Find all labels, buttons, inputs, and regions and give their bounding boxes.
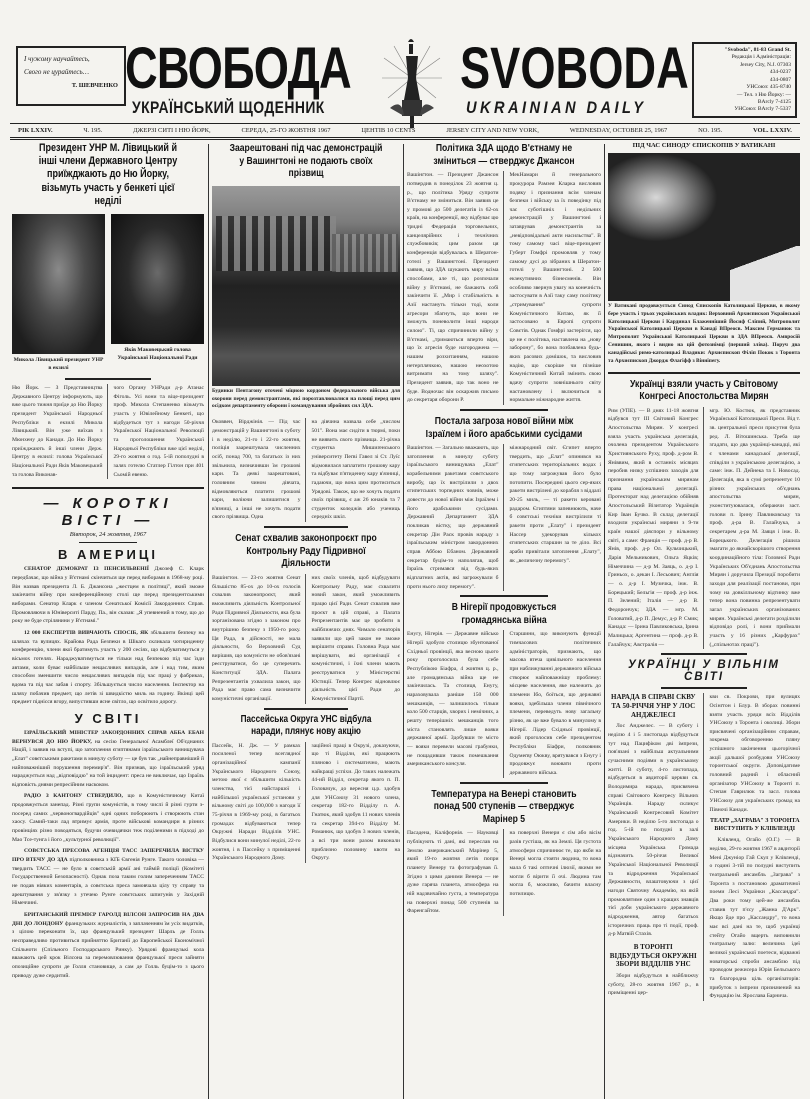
news-lead: РАДІО З КАНТОНУ СТВЕРДИЛО, xyxy=(24,793,123,800)
headline-text: Сенат схвалив законопроєкт про Контрольну Раду Підривної Діяльности xyxy=(235,532,377,570)
divider xyxy=(460,595,547,597)
body-left: Вашінґтон. — Загально вважають, що затоплення в минулу суботу ізраїльського винищувача „Елат" корабельними ракетами совєтського виробу, що їх вистрілили з двох єгипетських торпедних човнів, може довести до нової війни між Ізраїлем і його арабськими сусідами. Державний Департамент ЗДА покликав вістку, що державний секретар Дін Раск провів нараду з ізраїльським міністром закордонних справ Аббою Ебаном. Державний секретар буцім-то наполягав, щоб Ізраїль стримався від будь-яких відплатних актів, які загрожували б проти нього лиху перемогу". xyxy=(407,444,504,591)
date-en: WEDNESDAY, OCTOBER 25, 1967 xyxy=(569,127,668,134)
news-text: що в Комуністичному Китаї продовжується занепад. Різні групи комуністів, в тому числі й різні гурти з-посеред самих „червоногвардійців" одні одних поборюють і створюють стан хаосу. Самий-таки лад втримує армія, проте військові командири в різних провінціях різно поводяться, будучи очевидячки теж поділеними в підході до Мао Тсе-тунга і його „культурної революції". xyxy=(12,793,205,843)
headline-text: Постала загроза нової війни між Ізраїлем і його арабськими сусідами xyxy=(425,414,583,440)
news-item xyxy=(12,792,204,844)
headline-livytsky xyxy=(12,142,204,208)
city-uk: ДЖЕРЗІ СИТІ І НЮ ЙОРК, xyxy=(133,127,211,134)
body-right: заційної праці в Окрузі, доказуючи, що ті Відділи, які працюють пляново і систематично, мають найкращі успіхи. До таких належать 44-ий Відділ, секретар якого п. П. Головачук, до вересня ц.р. здобув для УНСоюзу 31 нового члена, секретар 182-го Відділу п. А. Гнатюк, який здобув 11 нових членів та секретар 394-го Відділу М. Романюк, що здобув 3 нових членів, а всі три вони разом виконали приблизно половину квоти на Округу. xyxy=(311,742,400,862)
headline-washington-arrests xyxy=(212,142,400,180)
news-item xyxy=(12,911,204,980)
year-uk: РІК LXXIV. xyxy=(18,127,53,134)
vol-en: VOL. LXXIV. xyxy=(752,127,792,134)
headline-zahrava-theatre: ТЕАТР „ЗАГРАВА" З ТОРОНТА ВИСТУПИТЬ У КЛІВЛЕНДІ xyxy=(709,818,800,832)
motto-line-2: Свого не цурайтесь… xyxy=(24,68,89,77)
article-israel-body xyxy=(407,444,601,591)
column-3 xyxy=(407,142,601,916)
headline-nigeria xyxy=(407,601,601,626)
headline-venus xyxy=(407,788,601,826)
subtitle-cyrillic: УКРАЇНСЬКИЙ ЩОДЕННИК xyxy=(132,98,325,117)
article-toronto-continued: кви св. Покрови, при вулицях Осінґтон і Блур. В зборах повинні взяти участь уряди всіх Відділів УНСоюзу з Торонта і околиці. Збори присвячені організаційним справам, зокрема обговоренню пляну успішного закінчення цьогорічної акції дальшої розбудови УНСоюзу торонтської округи. Доповідатиме головний радний і обласний організатор УНСоюзу в Торонті п. Степан Гаврилюк та засл. голова УНСоюзу для українських громад на Півночі Канади. xyxy=(709,694,800,813)
contact-ny-phone: BArcly 7-4125 xyxy=(757,98,791,105)
body-left: Ню Йорк. — З Представництва Державного Центру інформують, що вже цього тижня приїде до Ню Йорку президент Української Народньої Республіки в екзилі Микола Лівицький. Він уже виїхав з Мюнхену до Канади. До Ню Йорку приїжджають й інші члени Держ. Центру в екзилі: голова Української Національної Ради Яків Маковецький та голова Виконав- xyxy=(12,384,108,479)
headline-senate xyxy=(212,532,400,570)
body-right: на дівчина назвала себе „числом 501". Вона має сидіти в тюрмі, поки не виявить свого прізвища. 21-річна студентка Мишиґенського університету Пеґві Гавел зі Ст. Луїс відмовилася заплатити грошову кару та відбуває п'ятиденну кару в'язниці, гадаючи, що вона цим протиситься Урядові. Також, що не хочуть подати своїх прізвищ, є аж 26 юнаків та 7 студенток коледжів або учениць середніх шкіл. xyxy=(311,419,400,521)
body-right: Старшини, що виконують функції тимчасових політичних адміністраторів, признають, що масова втеча цивільного населення при наближуванні державного війська створює найповажнішу проблему: місцеве населення, яке належить до племени Ібо, боїться, що державні вояки, здебільша члени північного племени, переведуть нову загальну різню, як це вже бувало в минулому в Нігерії. Лідер Східньої провінції, який проголосив себе президентом Республіки Біафри, полковник Одумеґву Оюкву, врятувався з Енугу і продовжує воювати проти державного війська. xyxy=(509,631,601,776)
contact-ny-label: — Тел. з Ню Йорку: — xyxy=(736,91,791,98)
headline-los-angeles: НАРАДА В СПРАВІ СКВУ ТА 50-РІЧЧЯ УНР У ЛОС АНДЖЕЛЕСІ xyxy=(611,693,696,719)
contact-line3: Jersey City, N.J. 07303 xyxy=(740,61,791,68)
world-news-list xyxy=(12,729,204,980)
portrait-row xyxy=(12,214,204,374)
body-left: Вашінґтон. — Президент Джансон потвердив в понеділок 23 жовтня ц. р., що політика Уряду супроти В'єтнаму не зміниться. Він заявив це у промові до 500 делегатів із 62-ох країв, на конференції, яку відбуває цю тридні Федерація торговельних, канцелярійних і технічних службовиків; цим разом ця конференція відбувалась в Шератон-готелі у Вашингтоні. Президент заявив, що ЗДА шукають миру всіма способами, але ті, що розпочали війну у В'єтнамі, не бажають собі закінчити її. „Мир і стабільність в Азії настануть тільки тоді, коли агресори збагнуть, що вони не зможуть поневолити інші народи силою". Ті, що спричинили війну у В'єтнамі, „тримаються вперто віри, що їх агресія буде нагороджена — нашим розхитанням, нашою нетерплячкою, нашою неохотою витримати на тому шляху". Президент заявив, що так воно не буде. Водночас він оскаржив письмо до секретаря оборони Р. xyxy=(407,171,504,405)
news-lead: БРИТАНСЬКИЙ ПРЕМІЄР ГАРОЛД ВІЛСОН ЗАПРОСИВ НА ДВА ДНІ ДО ЛОНДОНУ xyxy=(12,912,204,927)
body-right: на поверхні Венери є сім або вісім разів густіша, як на Землі. Ця густота атмосфери спричинює те, що якби на Венері могла стояти людина, то вона мала б такі оптичні ілюзії, якими не могли б вірити її очі. Людина там могла б, можливо, бачити власну потилицю. xyxy=(509,830,601,897)
article-theatre-body: Клівленд, Огайо (О.Г.) — В неділю, 29-го жовтня 1967 в авдиторії Мені Джуніор Гай Скул у Клівленді, о годині 3-тій по полудні виступить театральний ансамбль „Заграва" з Торонта з постановою драматичної поеми Лесі Українки „Кассандра". Два роки тому цей-же ансамбль ставив тут п'єсу „Жанна Д'Арк". Якщо йде про „Кассандру", то вона має всі дані на те, щоб українці стейту Огайо вщерть виповнили театральну залю: величина ідеї великої української поетеси, відважні новаторські спроби ансамблю під проводом режисера Юрія Бельського та благородна ціль організаторів: прибуток з імпрези призначений на Фундацію ім. Ярослава Барнича. xyxy=(709,837,800,1000)
world-title: У СВІТІ xyxy=(74,710,142,726)
headline-passaic xyxy=(212,714,400,738)
liberty-torch-emblem-icon xyxy=(382,38,442,128)
headline-israel xyxy=(407,415,601,440)
contact-line2: Редакція і Адміністрація: xyxy=(731,54,791,61)
contact-address: "Svoboda", 81-83 Grand St. xyxy=(724,47,791,53)
headline-text: В Нігерії продовжується громадянська війна xyxy=(451,601,557,626)
body-left: Пасадена, Каліфорнія. — Науковці публікують ті дані, які переслав на Землю американський Марінер 5, який 19-го жовтня летів попри планету Венеру та фотографував її. Згідно з цими даними Венера — не дуже гаряча планета, атмосфера на ній надзвичайно густа, а температура на поверхні понад 500 ступенів за Фаренгайтом. xyxy=(407,829,504,916)
news-text: збільшити безпеку на шляхах та вулицях. Крайова Рада Безпеки в Шікаго скликала чотириденну конференцію, члени якої братимуть участь у 200 сесіях, що відбуватимуться у вісьмох готелях. Нараджуватимуться не тільки над безпекою під час їзди автами, коли буває найбільше нещасливих випадків, але і над тим, яким способом зменшити число нещасливих випадків під час праці у фабриках, вдома та під час забав і спорту. Збільшується число населення. Інспектор на шляху побачив предмет, що летів зі швидкістю миль на годину. Вкінці цей предмет піднісся вгору, випустивши ясне світло, що освітило дорогу. xyxy=(12,629,204,706)
photo-makovetsky xyxy=(111,214,204,344)
contact-phone2: 434-0807 xyxy=(769,76,791,83)
news-lead: 12 000 ЕКСПЕРТІВ ВИВЧАЮТЬ СПОСІБ, ЯК xyxy=(24,629,149,636)
masthead xyxy=(10,38,800,118)
divider xyxy=(661,687,747,689)
america-title: В АМЕРИЦІ xyxy=(57,547,158,563)
divider xyxy=(65,378,151,380)
building-columns xyxy=(216,216,336,271)
short-news-date: Вівторок, 24 жовтня, 1967 xyxy=(69,531,147,539)
article-livytsky-body xyxy=(12,384,204,479)
body-right: міжнародний світ. Єгипет вперто твердить, що „Елат" опинився на єгипетських територіальних водах і що тому загрожував його було потопити. Посередині цього сер-яких ракети вистрілені до корабля з віддалі 20-25 миль, — ті ракети керовані радаром. Єгиптяни запевнюють, наче б совєтські техніки вистрілили ті ракети проти „Елату" і президент Нассер удекорував кількох єгипетських старшин за те діло. Всі араби привітали затоплення „Елату", як „величезну перемогу". xyxy=(509,445,601,564)
contact-phone1: 434-0237 xyxy=(769,69,791,76)
motto-line-1: І чужому научайтесь, xyxy=(24,55,90,63)
article-senate-body xyxy=(212,574,400,704)
article-nigeria-body xyxy=(407,630,601,777)
portrait-makovetsky xyxy=(111,214,204,374)
diaspora-right xyxy=(710,693,801,1001)
article-la-body: Лос Анджелес. — В суботу і неділю 4 і 5 листопада відбудуться тут над Пацифіком дві імпрези, пов'язані з найбільш актуальними сучасними подіями в українському житті. В суботу, 4-го листопада, відбудеться в авдиторії церкви св. Володимира нарада, присвячена справі Світового Конгресу Вільних Українців. Нараду скликує Український Конгресовий Комітет Америки. В неділю 5-го листопада о год. 5-ій по полудні в залі Українського Народного Дому місцева Українська Громада відзначить 50-річчя Великої Української Національної Революції та відродження Української Державности, влаштовуючи з цієї нагоди Святочну Академію, на якій промовлятиме один з кращих знавців тієї доби українського державного відродження, автор багатьох історичних праць про ті події, проф. д-р Матвій Стахів. xyxy=(608,723,699,938)
article-arrests-body xyxy=(212,418,400,522)
news-item xyxy=(12,629,204,707)
divider xyxy=(608,372,800,374)
divider xyxy=(264,526,349,528)
contact-box xyxy=(692,42,797,118)
america-news-list xyxy=(12,565,204,707)
motto-author: Т. ШЕВЧЕНКО xyxy=(71,81,118,89)
news-lead: ІЗРАЇЛЬСЬКИЙ МІНІСТЕР ЗАКОРДОННИХ СПРАВ АББА ЕБАН ВЕРНУВСЯ ДО НЮ ЙОРКУ, xyxy=(12,729,204,745)
caption-livytsky: Микола Лівицький президент УНР в екзилі xyxy=(13,356,104,372)
article-passaic-body xyxy=(212,742,400,863)
divider xyxy=(12,487,204,489)
motto-box xyxy=(16,46,126,106)
body-right: мгр. Ю. Костюк, як представник Української Католицької Преси. Від т. зв. центральної преси присутня була ред. Л. Вітошинська. Треба ще згадати, що два українці-канадці, які є членами канадської делегації, співділи з українською делегацією, а саме: інж. П. Дейнека та І. Новосад. Делегація, яка в сумі репрезентує 10 різних українських об'єднань апостольства мирян, уконституювалася, обираючи заст. голови п. Ірину Павликовську та проф. д-ра В. Галайчука, а секретарем д-ра М. Заяця і інж. В. Борецького. Делегація рішила змагати до якнайскорішого створення координаційного тіла: Головної Ради Українських Об'єднань Апостольства Мирян і доручила Президії поробити заходи для реалізації постанови, при чому на довкілльному відтинку вже тепер вона повинна репрезентувати загал українських організованих мирян. Українські делегати розділили відповідо ролі, і вони приймали участь у 16 різних „Карфурах" („спільнотах праці"). xyxy=(709,407,801,648)
headline-vietnam-policy xyxy=(407,142,601,167)
short-news-title-text: КОРОТКІ ВІСТІ xyxy=(61,495,173,530)
divider xyxy=(661,653,747,655)
body-left: Оковвен, Вірджінія. — Під час демонстрацій у Вашингтоні в суботу і в неділю, 21-го і 22-го жовтня, поліція заарештувала численних осіб, понад 700, та багатьох із них звільнила, визначивши їм грошові кари. Та деякі заарештовані, головним чином дівчата, відмовляються платити грошові кари, воліючи залишитися у в'язниці, а інші не хочуть подати свого прізвища. Одна xyxy=(212,418,306,522)
news-item xyxy=(12,565,204,626)
number-uk: Ч. 195. xyxy=(83,127,103,134)
headline-toronto: В ТОРОНТІ ВІДБУДУТЬСЯ ОКРУЖНІ ЗБОРИ ВІДДІЛІВ УНС xyxy=(609,942,697,969)
body-right: них своїх членів, щоб відбудувати Контрольну Раду, має схвалити новий закон, який уможливить працю цієї Ради. Сенат схвалив вже проєкт в цій справі, а Палата Репрезентантів має це зробити в найближчих днях. Чимало сенаторів заявили що цей закон не зможе вирішити справи. Головна Рада має вирішувати, які організації є комуністичні, і їхні члени мають реєструватися у Міністерстві Юстиції. Тепер Конгрес відновлює діяльність цієї Ради до Комуністичної Партії. xyxy=(311,574,400,703)
date-uk: СЕРЕДА, 25-ГО ЖОВТНЯ 1967 xyxy=(241,127,331,134)
subtitle-latin: UKRAINIAN DAILY xyxy=(466,98,647,117)
short-news-title: — КОРОТКІ ВІСТІ — xyxy=(43,495,173,530)
divider xyxy=(79,542,137,543)
caption-makovetsky: Яків Маковецький голова Української Національної Ради xyxy=(117,346,198,362)
headline-lay-apostolate xyxy=(608,378,800,403)
news-text: на сесію Генеральної Асамблеї Об'єднаних Націй, і заявив на вступі, що затоплення єгиптянами ізраїльського винищувача „Елат" совєтськими ракетами в минулу суботу — це був так „найнеправніший й найповажніший порушення перемир'я". Він признав, що ізраїльський уряд нараджується над „відповіддю" на той інцидент: преса не виключає, що Ізраїль відповість днями репресійним наскоком. xyxy=(12,738,205,788)
article-toronto-body: Збори відбудуться в найближчу суботу, 28-го жовтня 1967 р., в приміщенні цер- xyxy=(608,973,699,997)
news-text: підполковника з КҐБ Євгенія Рунге. Такого чоловіка — твердить ТАСС — не було в совєтській армії ані таймій поліції (Комітеті Государственной Безопасності). Однак поза таким голим запереченням ТАСС не подав ніяких коментарів, а совєтська преса замовчала цілу ту справу та арештування у зв'язку з утечею Рунге совєтських шпигунів у Західній Німеччині. xyxy=(12,857,204,907)
news-item xyxy=(12,847,204,908)
news-lead: СОВЄТСЬКА ПРЕСОВА АГЕНЦІЯ ТАСС ЗАПЕРЕЧИЛА ВІСТКУ ПРО ВТЕЧУ ДО ЗДА xyxy=(12,848,204,864)
contact-ny-unsoyuz: УНСоюз: BArcly 7-5337 xyxy=(734,106,791,113)
column-divider xyxy=(604,144,605,1099)
body-left: Пассейк, Н. Дж. — У рамках посиленої тепер всеглядної організаційної кампанії Українського Народного Союзу, метою якої є збільшити кількість членства, тієї найстаршої і найбільшої української установи у вільному світі до 100,000 з нагоди її 75-річчя в 1969-му році, в багатьох громадах відбуваються тепер Окружні Наради Відділів УНС. Відбулися вони минулої неділі, 22-го жовтня, і в Пассейку з приміщенні Українського Народного Дому. xyxy=(212,742,306,863)
column-divider xyxy=(403,144,404,1099)
body-left: Енугу, Нігерія. — Державне військо Нігерії здобуло столицю збунтованої Східньої провінції, яка весною цього року проголосила була себе Республікою Біафра, 4 жовтня ц. р., але громадянська війна ще не закінчилась. Та столиця, Енугу, нараховувала раніше 150 000 мешканців, — залишилось тільки коло 500 старців, хворих і немічних, а решту теперішніх мешканців того міста становлять лише вояки державної армії. Здобувши те місто — вояки перевели масові грабунки, не пощадивши також помешкання американського консуля. xyxy=(407,630,504,777)
dateline xyxy=(10,123,800,140)
body-left: Вашінґтон. — 23-го жовтня Сенат більшістю 85-ох до 10-ох голосів схвалив законопроєкт, який вможливить діяльність Контрольної Ради Підривної Діяльности, яка була зорганізована згідно з законом про внутрішню безпеку з 1950-го року. Ця Рада, в дійсності, не мала діяльности, бо Верховний Суд вирішив, що комуністи не обов'язані реєструватися, бо це суперечить Конституції ЗДА. Палата Репрезентантів ухвалила закон, що Рада має право сама визначити комуністичні організації. xyxy=(212,574,306,704)
title-latin: SVOBODA xyxy=(460,36,689,101)
headline-text: Пассейська Округа УНС відбула наради, плянує нову акцію xyxy=(240,713,372,737)
diaspora-left xyxy=(608,693,704,1001)
news-text: французьких журналістів, з заплаченням їм усіх видатків, з цілою переконати їх, що французький президент Шарль де Голль несправедливо противиться прийняттю Британії до Европейської Економічної Спільноти (Спільного Господарського Ринку). Урядові французькі кола вважають цей крок Вілсона за перемовлювання французької преси зайняти опозиційне супроти де Голля становище, а сам де Голль буцім-то з цього приводу дуже сердитий. xyxy=(12,920,204,979)
headline-text: Температура на Венері становить понад 500 ступенів — стверджує Марінер 5 xyxy=(431,787,577,825)
headline-text: Українці взяли участь у Світовому Конгресі Апостольства Мирян xyxy=(630,377,778,403)
caption-vatican: У Ватикані продовжується Синод Єпископів Католицької Церкви, в якому бере участь і трьох українських владик: Верховний Архиєпископ Української Католицької Церкви і Кардинал Блаженніший Йосиф Сліпий, Митрополит Української Католицької Церкви в Канаді ВПреосв. Максим Германюк та Митрополит Української Католицької Церкви в ЗДА ВПреосв. Амвросій Сенишин, якого і видно на цій фотознімці (перший зліва). Поруч два канадійські римо-католицькі Владики: Архиєпископ Філіп Покок з Торонта та Архиєпископ Джордж Флагіфф з Вінніпегу. xyxy=(608,303,800,364)
divider xyxy=(460,782,547,784)
news-lead: СЕНАТОР ДЕМОКРАТ ІЗ ПЕНСИЛЬВЕНІЇ xyxy=(24,566,149,573)
body-right: МекНамари й генерального прокурора Рамзея Кларка висловив подяку і признання всім членам безпеки і війську за їх поведінку під час суботішніх і недільних демонстрацій у Вашингтоні і затаврував демонстрантів за „невідповідальні акти насильства". В тому самому часі віце-президент Губерт Гомфрі промовляв у тому самому дусі до зібраних в Шератон-готелі у Вашингтоні. 2 500 екзекутивних бізнесменів. Він особливо звернув увагу на конечність застосувати в Азії таку саму політику „стримування" супроти Комуністичного Китаю, як її застосовано в Европі супроти Совєтів. Однак Гомфрі застерігся, що це не є політика, наставлена на „нову заборону", бо вона позбавлена будь-яких расових домішок, та висловив надію, що скоріше чи пізніше Комуністичний Китай змінить свою вдачу супроти зовнішнього світу настановлену і включиться в нормальне міжнародне життя. xyxy=(509,172,601,404)
photo-vatican-synod xyxy=(608,153,800,301)
headline-text: Політика ЗДА щодо В'єтнаму не зміниться — стверджує Джансон xyxy=(433,142,575,167)
contact-unsoyuz: УНСоюз: 435-8740 xyxy=(746,84,791,91)
column-divider xyxy=(208,144,209,1099)
photo-livytsky xyxy=(12,214,105,354)
vatican-photo-title: ПІД ЧАС СИНОДУ ЄПИСКОПІВ У ВАТИКАНІ xyxy=(632,142,776,149)
news-item xyxy=(12,729,204,790)
headline-text: Заарештовані під час демонстрацій у Вашингтоні не подають своїх прізвищ xyxy=(229,142,383,180)
price: ЦЕНТІВ 10 CENTS xyxy=(361,127,416,134)
city-en: JERSEY CITY AND NEW YORK, xyxy=(446,127,539,134)
title-cyrillic: СВОБОДА xyxy=(125,36,351,101)
body-left: Рим (УПЕ). — В днях 11-18 жовтня відбувся тут III Світовий Конгрес Апостольства Мирян. У конгресі взяла участь українська делегація, очолена президентом Українського Християнського Руху, проф. д-ром В. Яніввим, який в останніх місяцях перобив низку успішних заходів для признання українським мирянам права національної делегації. Протекторат над делегацією обійняв Апостольський Візитатор Українців Кир Іван Бучко. В склад делегації входили українські миряни з 9-ти країн нашої діяспори у вільному світі, а саме: Франція — проф. д-р В. Янів, проф. д-р Ол. Кульчицький, Дарія Мельникович, Ольга Яцків; Німеччина — д-р М. Заяць, о. д-р І. Гриньох, о. декан І. Лесьович; Англія — о. д-р І. Музичка, інж. В. Борецький; Бельгія — проф. д-р інж. П. Зелений; Італія — д-р В. Федорончук; ЗДА — мгр. М. Головатий, д-р П. Демус, д-р Р. Смик; Канада: — Ірина Павликовська, Ірина Малицька; Аргентина — проф. д-р В. Галайчук; Австралія — xyxy=(608,407,704,649)
diaspora-articles xyxy=(608,693,800,1001)
diaspora-section-title: УКРАЇНЦІ У ВІЛЬНІМ СВІТІ xyxy=(628,659,780,684)
body-right: чого Органу УНРади д-р Атанас Фіголь. Усі вони та віце-президент проф. Микола Степаненко візьмуть участь у Ювілейному Бенкеті, що відбудеться тут з нагоди 50-річчя Української Національної Революції та проголошення Української Народньої Республіки вже цієї неділі, 29-го жовтня о год. 5-ій пополудні в залях готелю Статлер Гілтон при 401 Сьомій евеню. xyxy=(113,385,204,478)
building-wing xyxy=(332,234,398,272)
divider xyxy=(460,409,547,411)
caption-pentagon: Будинки Пентагону оточені міцною кордоном федерального війська для охорони перед демонстрантами, які порозтавлювалися на площі перед цим осідком департаменту оборони і командування збройних сил ЗДА. xyxy=(212,387,400,410)
photo-highlight xyxy=(730,246,800,301)
column-1 xyxy=(12,142,204,983)
news-text: Джозеф С. Кларк передбачає, що війна у В'єтнамі скінчиться ще перед виборами в 1968-му році. Він назвав президента Л. Б. Джансона „жестцем в політиці", який зможе закінчити війну при конференційному столі ще перед президентськими виборами. Сенатор Кларк є членом Сенатської Комісії Закордонних Справ. Промовляючи в Юніверситі Парду, Па., він сказав: „Я упевнений в тому, що до року не буде стрілянини у В'єтнамі." xyxy=(12,566,204,625)
divider xyxy=(264,708,349,710)
article-vietnam-body xyxy=(407,171,601,405)
column-4 xyxy=(608,142,800,1001)
photo-pentagon-demonstration xyxy=(212,186,400,386)
article-congress-body xyxy=(608,407,800,649)
headline-text: Президент УНР М. Лівицький й інші члени Державного Центру приїжджають до Ню Йорку, візьмуть участь у бенкеті цієї неділі xyxy=(38,142,178,207)
number-en: NO. 195. xyxy=(698,127,723,134)
portrait-livytsky xyxy=(12,214,105,374)
article-venus-body xyxy=(407,829,601,916)
column-2 xyxy=(212,142,400,863)
